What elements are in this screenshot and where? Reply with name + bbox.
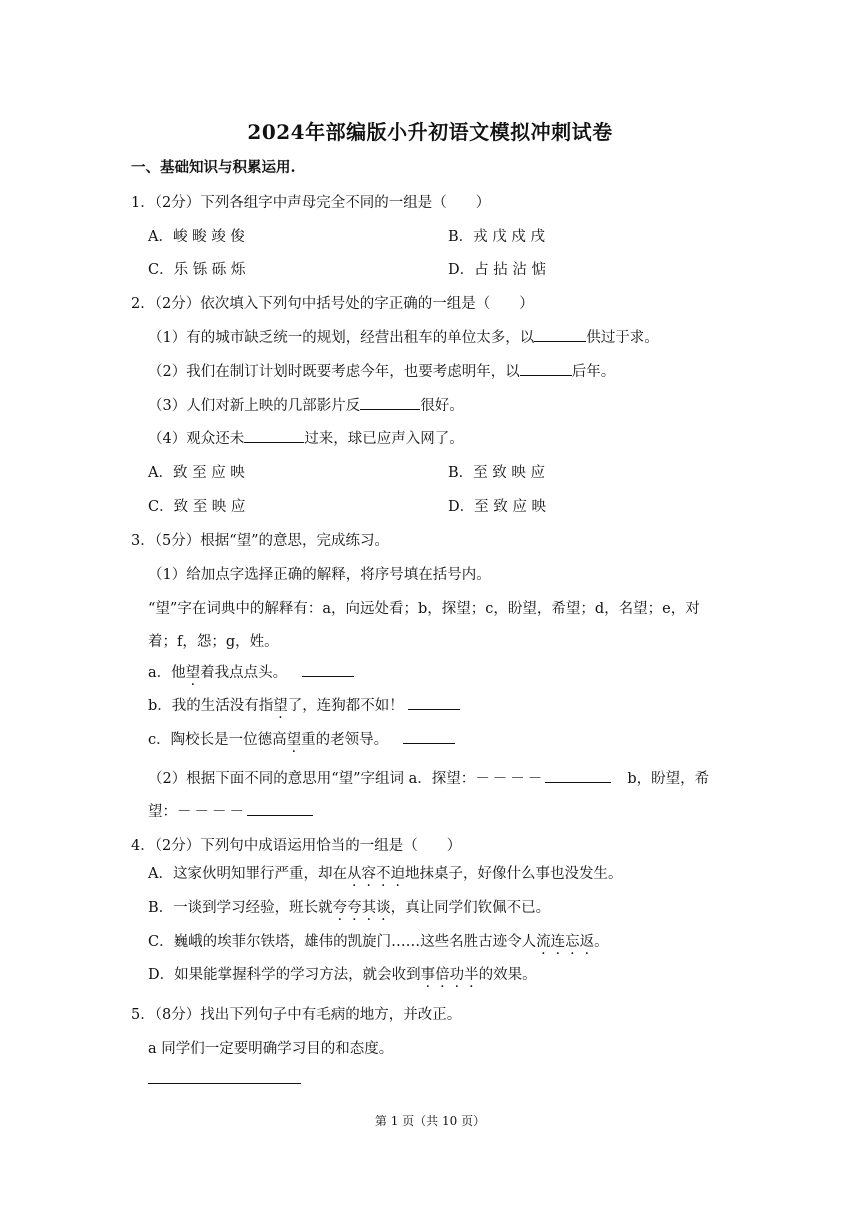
dotted-character: 夸: [347, 900, 362, 916]
q2-option-d: D．至 致 应 映: [448, 499, 546, 515]
answer-blank: [244, 428, 304, 443]
q3-c-tail: 重的老领导。: [301, 732, 389, 748]
dotted-character: 忘: [565, 934, 580, 950]
q2-s3-tail: 很好。: [420, 398, 464, 414]
q2-sentence-3: [148, 394, 464, 415]
dotted-character: 容: [361, 866, 376, 882]
q3-p2-cont-text: 望：: [148, 804, 177, 820]
q2-s4-text: （4）观众还未: [148, 431, 245, 447]
q3-item-b: [148, 694, 460, 715]
q3-b-text: b．我的生活没有指: [148, 698, 274, 714]
q2-s4-tail: 过来，球已应声入网了。: [304, 431, 464, 447]
q3-part-2-continued: [148, 800, 313, 821]
q2-option-b: B．至 致 映 应: [448, 465, 545, 481]
q2-s1-tail: 供过于求。: [586, 330, 659, 346]
q3-item-a: [148, 661, 354, 682]
q4-option-b: [148, 896, 550, 917]
dotted-character: 谈: [376, 900, 391, 916]
q3-c-text: c．陶校长是一位德高: [148, 732, 287, 748]
dotted-character: 倍: [435, 967, 450, 983]
exam-title: 2024年部编版小升初语文模拟冲刺试卷: [247, 120, 613, 144]
question-4-stem: 4．（2分）下列句中成语运用恰当的一组是（ ）: [131, 838, 462, 854]
dotted-character: 半: [464, 967, 479, 983]
q2-option-c: C．致 至 映 应: [148, 499, 246, 515]
dash-line: －－－－: [177, 804, 247, 820]
q1-option-b: B．戎 戊 戍 戌: [448, 229, 545, 245]
dotted-idiom: [536, 934, 594, 950]
answer-blank: [247, 801, 313, 816]
q4-c-tail: 。: [594, 934, 609, 950]
dotted-character: 功: [449, 967, 465, 983]
dotted-character: 从: [346, 866, 362, 882]
answer-blank: [545, 768, 611, 783]
answer-line: [148, 1083, 301, 1084]
q1-option-a: A．峻 畯 竣 俊: [148, 229, 245, 245]
dotted-character: 望: [286, 732, 302, 748]
q2-sentence-4: [148, 427, 464, 448]
dotted-character: 迫: [390, 866, 405, 882]
q4-d-tail: 的效果。: [478, 967, 537, 983]
dotted-character: 夸: [332, 900, 348, 916]
question-3-stem: 3．（5分）根据“望”的意思，完成练习。: [131, 533, 390, 549]
q3-b-tail: 了，连狗都不如！: [287, 698, 404, 714]
answer-blank: [408, 695, 460, 710]
q4-option-c: [148, 930, 609, 951]
q2-s3-text: （3）人们对新上映的几部影片反: [148, 398, 361, 414]
dotted-idiom: [347, 866, 405, 882]
dotted-character: 返: [579, 934, 595, 950]
q3-part-1: （1）给加点字选择正确的解释，将序号填在括号内。: [148, 567, 491, 583]
q4-option-d: [148, 963, 537, 984]
dotted-character: 不: [375, 866, 391, 882]
dash-line: －－－－: [475, 771, 546, 787]
dotted-character: 望: [185, 665, 201, 681]
q3-a-tail: 着我点点头。: [200, 665, 288, 681]
dotted-character: 连: [550, 934, 566, 950]
q1-option-d: D．占 拈 沾 惦: [448, 262, 546, 278]
question-2-stem: 2．（2分）依次填入下列句中括号处的字正确的一组是（ ）: [131, 296, 534, 312]
answer-blank: [520, 361, 572, 376]
q4-b-tail: ，真让同学们钦佩不已。: [390, 900, 551, 916]
q5-sentence-a: a 同学们一定要明确学习目的和态度。: [148, 1041, 394, 1057]
q4-option-a: [148, 862, 622, 883]
dotted-character: 望: [273, 698, 288, 714]
dotted-idiom: [333, 900, 391, 916]
dotted-idiom: [421, 967, 479, 983]
q2-sentence-2: [148, 360, 615, 381]
answer-blank: [534, 327, 586, 342]
dotted-character: 流: [536, 934, 551, 950]
answer-blank: [360, 395, 420, 410]
page-footer: 第 1 页（共 10 页）: [374, 1114, 486, 1128]
q3-definitions-line-2: 着；f，怨；g，姓。: [148, 634, 279, 650]
q2-s1-text: （1）有的城市缺乏统一的规划，经营出租车的单位太多，以: [148, 330, 535, 346]
question-5-stem: 5．（8分）找出下列句子中有毛病的地方，并改正。: [131, 1007, 462, 1023]
q2-s2-text: （2）我们在制订计划时既要考虑今年，也要考虑明年，以: [148, 364, 520, 380]
dotted-character: 其: [361, 900, 377, 916]
section-heading: 一、基础知识与积累运用.: [131, 159, 296, 176]
q3-a-text: a．他: [148, 665, 186, 681]
q3-p2-text: （2）根据下面不同的意思用“望”字组词 a．探望：: [148, 771, 476, 787]
q3-definitions-line-1: “望”字在词典中的解释有：a，向远处看；b，探望；c，盼望，希望；d，名望；e，对: [148, 601, 700, 617]
dotted-character: 事: [420, 967, 436, 983]
q4-a-text: A．这家伙明知罪行严重，却在: [148, 866, 347, 882]
q3-item-c: [148, 728, 455, 749]
q2-option-a: A．致 至 应 映: [148, 465, 245, 481]
q3-part-2: [148, 767, 709, 788]
q4-b-text: B．一谈到学习经验，班长就: [148, 900, 333, 916]
answer-blank: [302, 662, 354, 677]
q3-p2-tail: b，盼望，希: [627, 771, 710, 787]
q1-option-c: C．乐 铄 砾 烁: [148, 262, 246, 278]
question-1-stem: 1．（2分）下列各组字中声母完全不同的一组是（ ）: [131, 195, 491, 211]
q4-d-text: D．如果能掌握科学的学习方法，就会收到: [148, 967, 421, 983]
q4-a-tail: 地抹桌子，好像什么事也没发生。: [404, 866, 623, 882]
answer-blank: [403, 729, 455, 744]
q2-s2-tail: 后年。: [571, 364, 616, 380]
q2-sentence-1: [148, 326, 659, 347]
q4-c-text: C．巍峨的埃菲尔铁塔，雄伟的凯旋门……这些名胜古迹令人: [148, 934, 537, 950]
